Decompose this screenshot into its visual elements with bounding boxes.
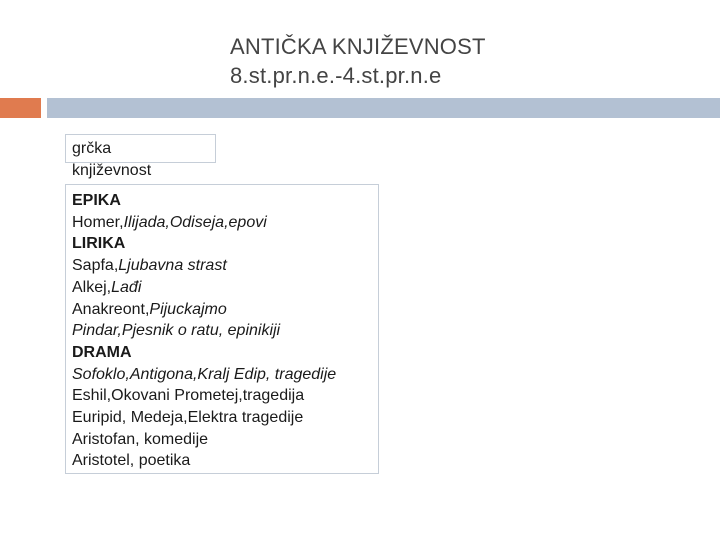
accent-bar xyxy=(0,98,720,118)
sapfa-works: Ljubavna strast xyxy=(118,257,227,275)
drama-heading: DRAMA xyxy=(72,343,132,361)
euripid-line: Euripid, Medeja,Elektra tragedije xyxy=(72,409,304,427)
sapfa-name: Sapfa, xyxy=(72,257,119,275)
homer-name: Homer, xyxy=(72,213,124,231)
pindar-line: Pindar,Pjesnik o ratu, epinikiji xyxy=(72,322,281,340)
slide-title-block xyxy=(230,32,486,90)
alkej-works: Lađi xyxy=(111,278,142,296)
label-line-1: grčka xyxy=(72,140,112,157)
anakreont-line xyxy=(72,299,378,321)
aristotel-line: Aristotel, poetika xyxy=(72,452,191,470)
sofoklo-line: Sofoklo,Antigona,Kralj Edip, tragedije xyxy=(72,365,337,383)
greek-literature-label-box xyxy=(65,134,216,179)
epika-heading: EPIKA xyxy=(72,192,121,209)
lirika-heading: LIRIKA xyxy=(72,235,126,253)
alkej-line xyxy=(72,277,378,299)
anakreont-works: Pijuckajmo xyxy=(149,300,227,318)
accent-bar-orange xyxy=(0,98,41,118)
accent-bar-gray xyxy=(47,98,720,118)
label-line-2: književnost xyxy=(72,162,152,179)
literature-content-box xyxy=(65,184,379,474)
eshil-line: Eshil,Okovani Prometej,tragedija xyxy=(72,387,305,405)
slide-subtitle: 8.st.pr.n.e.-4.st.pr.n.e xyxy=(230,63,442,88)
anakreont-name: Anakreont, xyxy=(72,300,150,318)
homer-line xyxy=(72,212,378,234)
alkej-name: Alkej, xyxy=(72,278,112,296)
homer-works: Ilijada,Odiseja,epovi xyxy=(123,213,267,231)
aristofan-line: Aristofan, komedije xyxy=(72,430,209,448)
slide-title: ANTIČKA KNJIŽEVNOST xyxy=(230,34,486,59)
sapfa-line xyxy=(72,255,378,277)
